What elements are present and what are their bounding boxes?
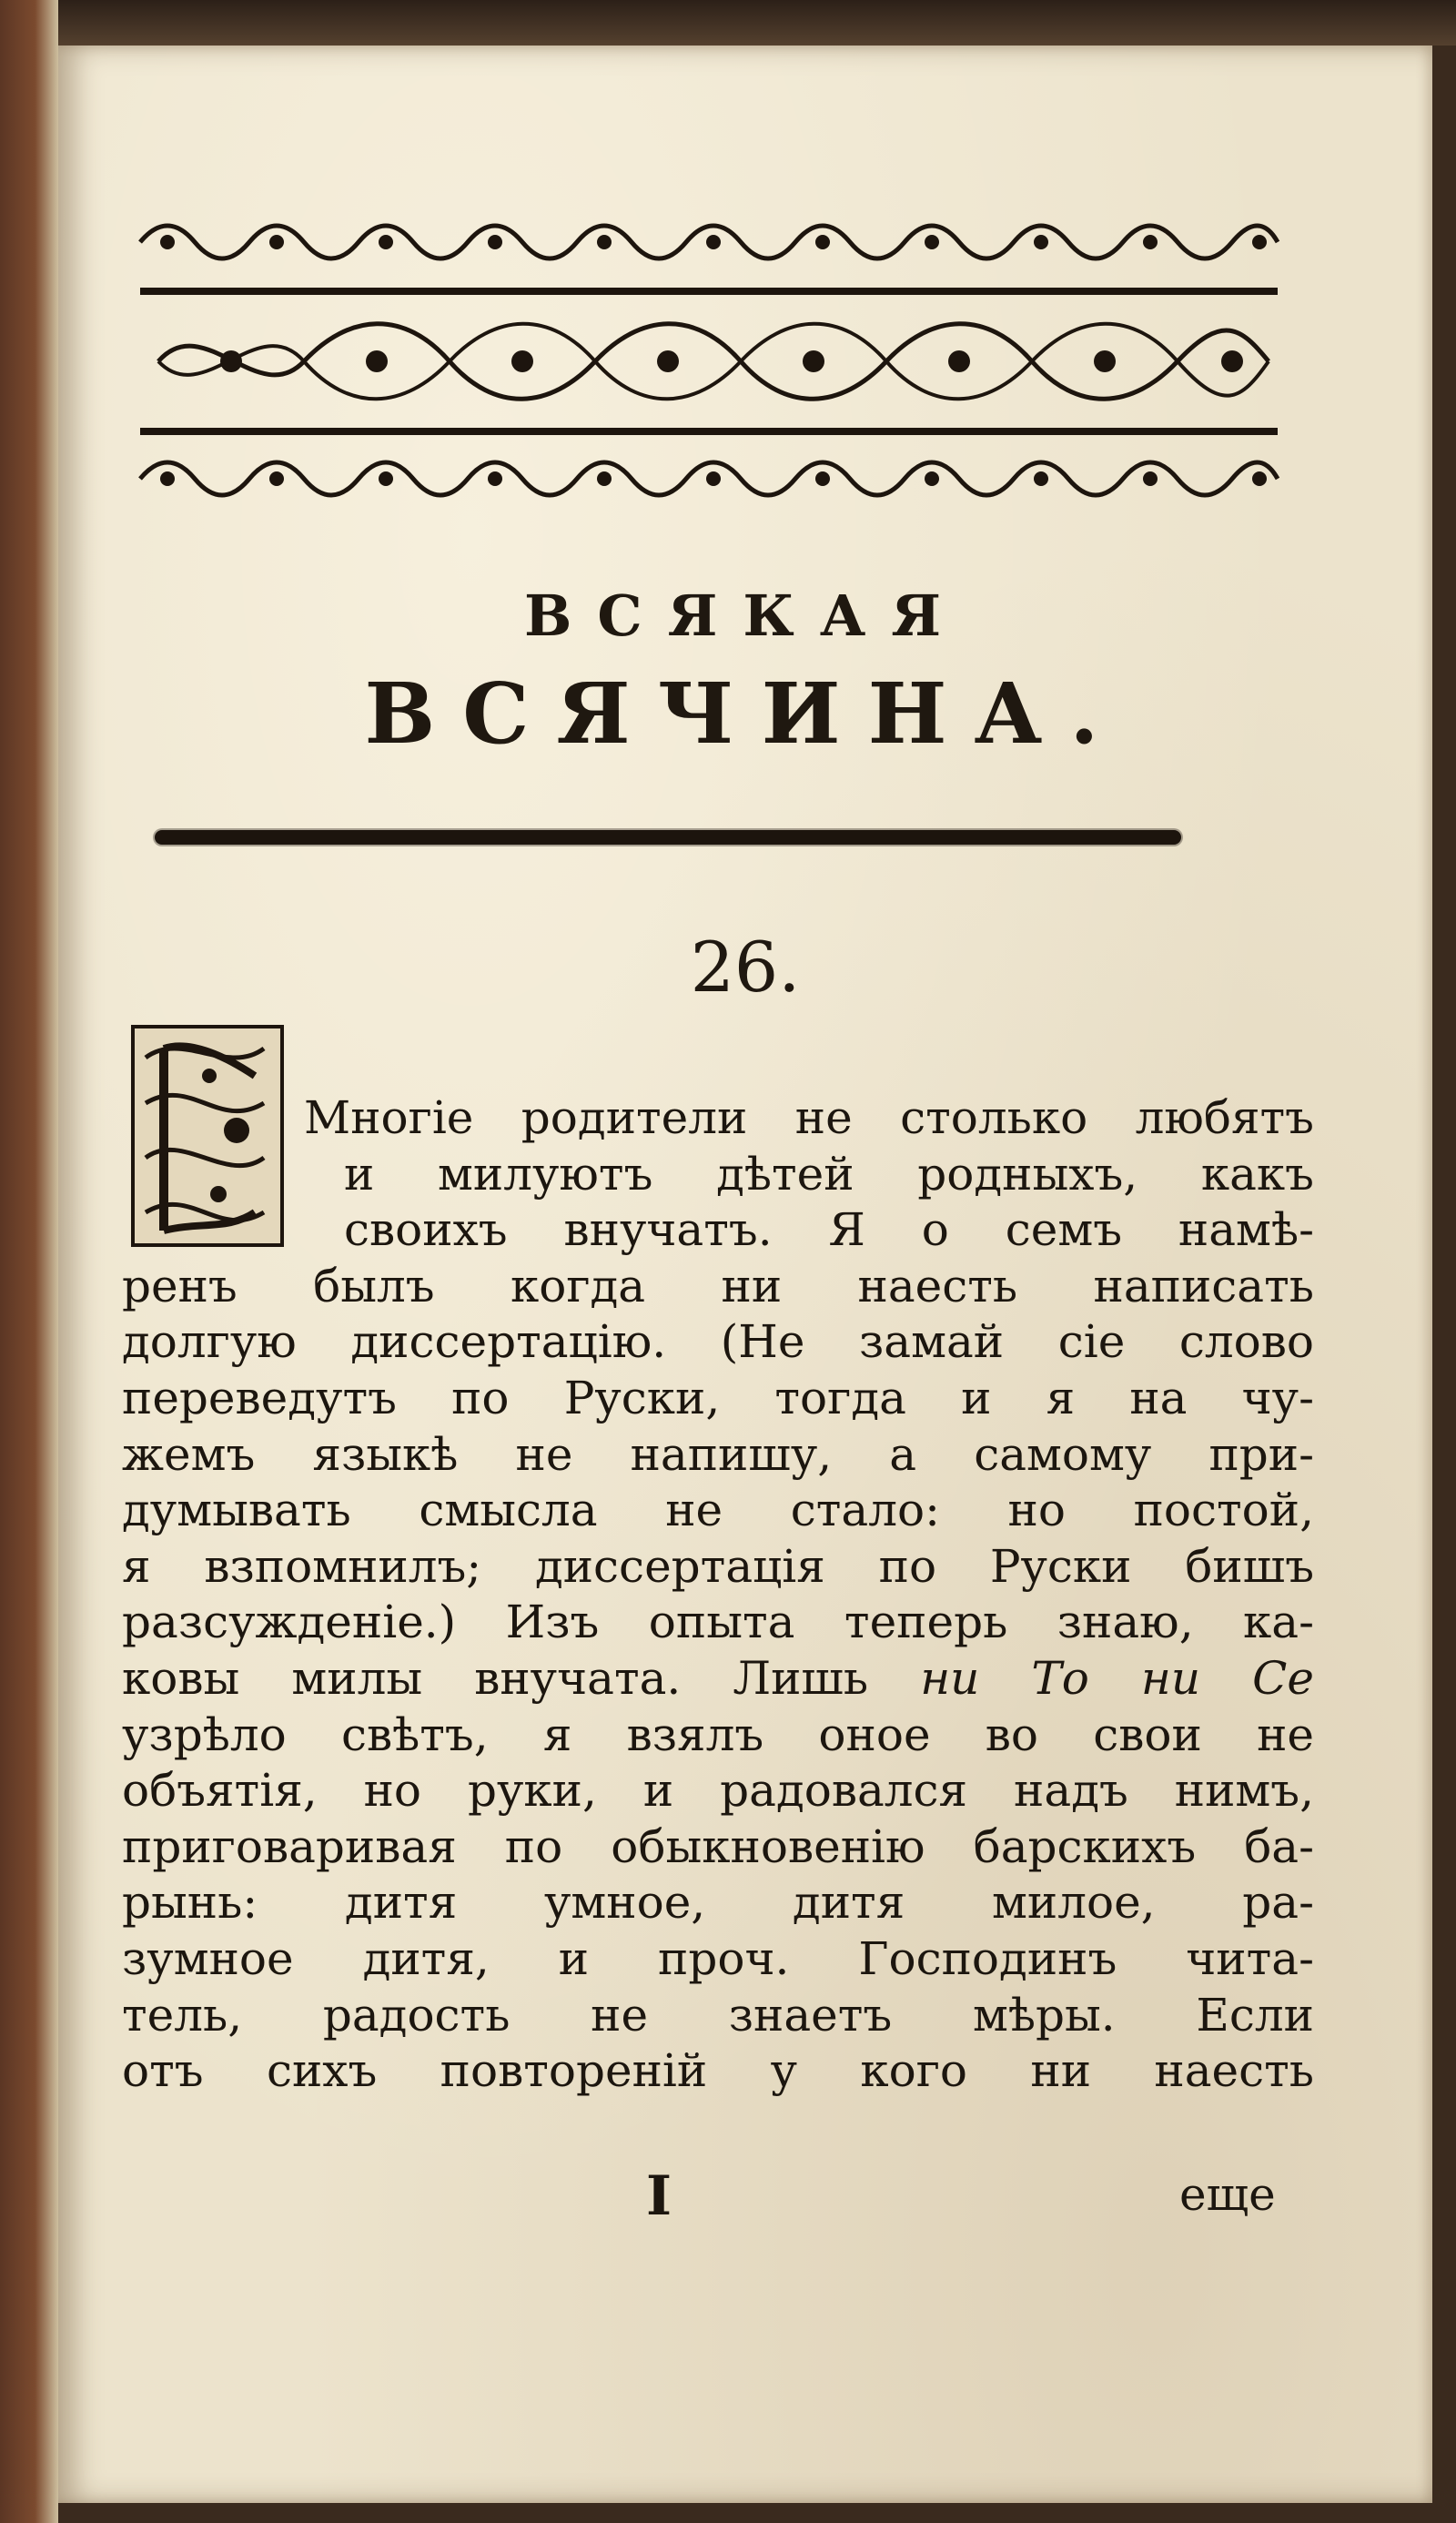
book-top-edge	[58, 0, 1456, 46]
text-line: приговаривая по обыкновенію барскихъ ба-	[122, 1819, 1314, 1873]
text-line: отъ сихъ повтореній у кого ни наесть	[122, 2044, 1314, 2098]
book-spine	[0, 0, 58, 2523]
text-line: ренъ былъ когда ни наесть написать	[122, 1259, 1314, 1312]
text-line: и милуютъ дѣтей родныхъ, какъ	[344, 1147, 1314, 1201]
text-line: думывать смысла не стало: но постой,	[122, 1484, 1314, 1537]
body-text	[122, 1090, 1314, 2100]
headpiece-ornament	[131, 200, 1287, 521]
title-rule	[155, 830, 1181, 845]
issue-number: 26.	[690, 927, 801, 1008]
text-line: своихъ внучатъ. Я о семъ намѣ-	[344, 1203, 1314, 1257]
title-line-1: ВСЯКАЯ	[524, 583, 966, 649]
text-line: зумное дитя, и проч. Господинъ чита-	[122, 1931, 1314, 1985]
book-page	[58, 46, 1432, 2503]
signature-mark: I	[646, 2164, 672, 2228]
text-line: жемъ языкѣ не напишу, а самому при-	[122, 1427, 1314, 1481]
text-line: тель, радость не знаетъ мѣры. Если	[122, 1988, 1314, 2042]
text-line: узрѣло свѣтъ, я взялъ оное во свои не	[122, 1707, 1314, 1761]
text-line: рынь: дитя умное, дитя милое, ра-	[122, 1876, 1314, 1930]
text-line: переведутъ по Руски, тогда и я на чу-	[122, 1371, 1314, 1424]
italic-phrase: ни То ни Се	[920, 1651, 1314, 1705]
catchword: еще	[1179, 2168, 1276, 2221]
text-line: долгую диссертацію. (Не замай сіе слово	[122, 1315, 1314, 1369]
text-line: объятія, но руки, и радовался надъ нимъ,	[122, 1764, 1314, 1818]
text-line: Многіе родители не столько любятъ	[304, 1091, 1314, 1144]
title-line-2: ВСЯЧИНА.	[364, 664, 1127, 763]
text-line: я взпомнилъ; диссертація по Руски бишъ	[122, 1539, 1314, 1593]
text-line: ковы милы внучата. Лишь	[122, 1651, 869, 1705]
text-line-with-italic	[122, 1651, 1314, 1707]
text-line: разсужденіе.) Изъ опыта теперь знаю, ка-	[122, 1596, 1314, 1649]
